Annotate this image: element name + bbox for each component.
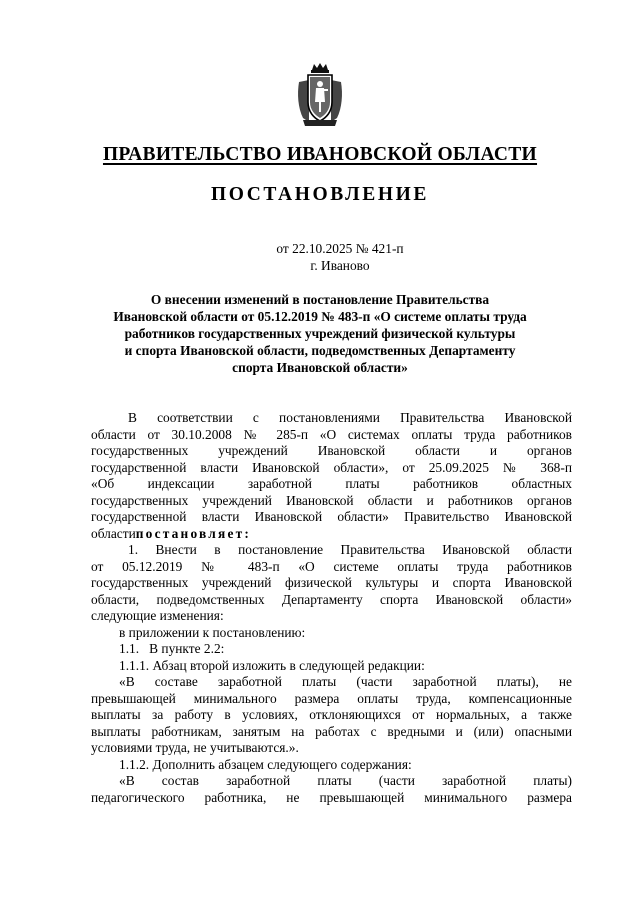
body-line: государственной власти Ивановской области», от 25.09.2025 № 368-п <box>91 459 572 475</box>
subject-line: спорта Ивановской области» <box>232 360 408 375</box>
body-line: следующие изменения: <box>91 608 224 623</box>
body-line: выплаты работникам, занятым на работах с вредными и (или) опасными <box>91 723 572 739</box>
coat-of-arms-icon <box>295 62 345 128</box>
body-line: «В состав заработной платы (части заработной платы) <box>119 773 572 788</box>
resolves-word: постановляет: <box>135 525 252 541</box>
body-line: государственных учреждений Ивановской области и органов <box>91 443 572 458</box>
body-text-fragment: области <box>91 525 136 541</box>
body-line: государственной власти Ивановской области» Правительство Ивановской <box>91 509 572 524</box>
body-line: от 05.12.2019 № 483-п «О системе оплаты труда работников <box>91 558 572 574</box>
document-subject <box>100 291 540 376</box>
body-line: области от 30.10.2008 № 285-п «О системах оплаты труда работников <box>91 426 572 442</box>
date-number: от 22.10.2025 № 421-п <box>276 241 404 256</box>
subject-line: и спорта Ивановской области, подведомственных Департаменту <box>124 343 516 358</box>
body-line: условиями труда, не учитываются.». <box>91 740 299 755</box>
document-body <box>91 410 572 806</box>
body-line: государственных учреждений Ивановской области и работников органов <box>91 492 572 508</box>
subject-line: О внесении изменений в постановление Правительства <box>150 292 490 307</box>
subject-line: работников государственных учреждений физической культуры <box>124 326 516 341</box>
body-line: выплаты за работу в условиях, отклоняющихся от нормальных, а также <box>91 707 572 722</box>
body-line: государственных учреждений физической культуры и спорта Ивановской <box>91 575 572 590</box>
document-type: ПОСТАНОВЛЕНИЕ <box>210 184 430 205</box>
body-line: области, подведомственных Департаменту спорта Ивановской области» <box>91 591 572 607</box>
body-line: 1.1. В пункте 2.2: <box>119 641 225 656</box>
subject-line: Ивановской области от 05.12.2019 № 483-п «О системе оплаты труда <box>113 309 527 324</box>
body-line: педагогического работника, не превышающей минимального размера <box>91 789 572 805</box>
body-line: в приложении к постановлению: <box>119 624 306 640</box>
body-line: 1.1.2. Дополнить абзацем следующего содержания: <box>119 756 412 772</box>
body-line: «Об индексации заработной платы работников областных <box>91 476 572 491</box>
body-line: «В составе заработной платы (части заработной платы), не <box>119 674 572 689</box>
body-line: превышающей минимального размера оплаты труда, компенсационные <box>91 690 572 706</box>
body-line: 1.1.1. Абзац второй изложить в следующей редакции: <box>119 657 425 673</box>
city: г. Иваново <box>310 258 370 273</box>
body-line: 1. Внести в постановление Правительства Ивановской области <box>128 542 572 557</box>
body-line <box>91 526 572 543</box>
body-line: В соответствии с постановлениями Правительства Ивановской <box>128 410 572 425</box>
document-meta <box>0 240 640 274</box>
government-title: ПРАВИТЕЛЬСТВО ИВАНОВСКОЙ ОБЛАСТИ <box>102 144 538 165</box>
